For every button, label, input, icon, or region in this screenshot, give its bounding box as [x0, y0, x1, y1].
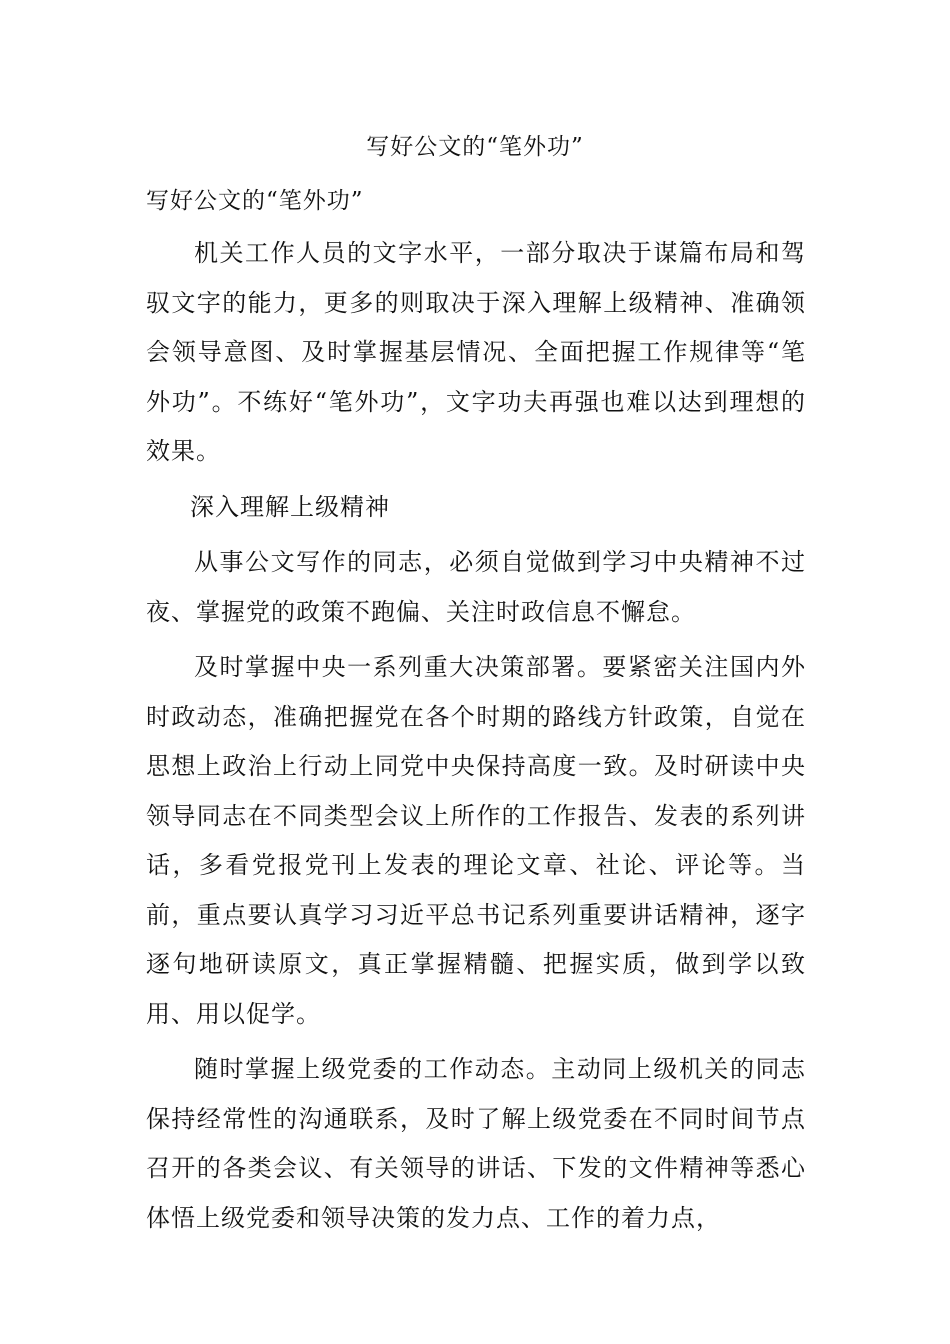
document-title: 写好公文的“笔外功”	[366, 134, 584, 160]
paragraph-intro: 机关工作人员的文字水平，一部分取决于谋篇布局和驾驭文字的能力，更多的则取决于深入理解上级精神、准确领会领导意图、及时掌握基层情况、全面把握工作规律等“笔外功”。不练好“笔外功”，文字功夫再强也难以达到理想的效果。	[146, 239, 806, 465]
paragraph-central-decisions: 及时掌握中央一系列重大决策部署。要紧密关注国内外时政动态，准确把握党在各个时期的路线方针政策，自觉在思想上政治上行动上同党中央保持高度一致。及时研读中央领导同志在不同类型会议上所作的工作报告、发表的系列讲话，多看党报党刊上发表的理论文章、社论、评论等。当前，重点要认真学习习近平总书记系列重要讲话精神，逐字逐句地研读原文，真正掌握精髓、把握实质，做到学以致用、用以促学。	[146, 653, 806, 1028]
document-body	[146, 183, 806, 1243]
section-heading: 深入理解上级精神	[190, 492, 390, 521]
paragraph-requirement: 从事公文写作的同志，必须自觉做到学习中央精神不过夜、掌握党的政策不跑偏、关注时政信息不懈怠。	[146, 548, 806, 626]
document-subtitle: 写好公文的“笔外功”	[146, 188, 364, 214]
paragraph-superior-dynamics: 随时掌握上级党委的工作动态。主动同上级机关的同志保持经常性的沟通联系，及时了解上级党委在不同时间节点召开的各类会议、有关领导的讲话、下发的文件精神等悉心体悟上级党委和领导决策的发力点、工作的着力点，	[146, 1055, 806, 1232]
